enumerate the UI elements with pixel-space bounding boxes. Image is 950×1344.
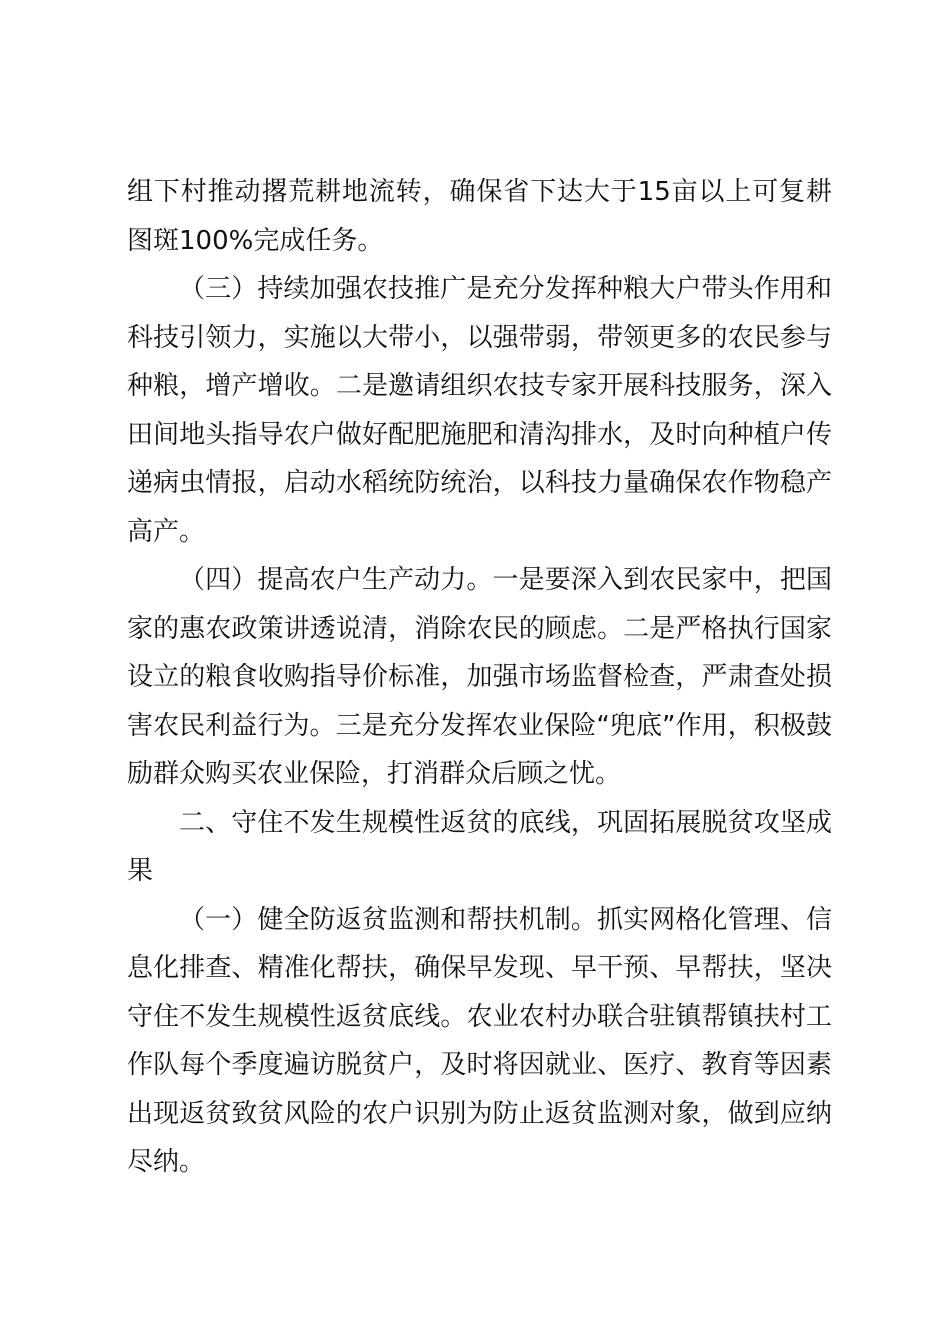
section-heading-2: 二、守住不发生规模性返贫的底线，巩固拓展脱贫攻坚成果 xyxy=(127,807,832,886)
paragraph-subsection-1: （一）健全防返贫监测和帮扶机制。抓实网格化管理、信息化排查、精准化帮扶，确保早发现、早干预、早帮扶，坚决守住不发生规模性返贫底线。农业农村办联合驻镇帮镇扶村工作队每个季度遍访脱贫户，及时将因就业、医疗、教育等因素出现返贫致贫风险的农户识别为防止返贫监测对象，做到应纳尽纳。 xyxy=(127,904,832,1177)
paragraph-continuation: 组下村推动撂荒耕地流转，确保省下达大于15亩以上可复耕图斑100%完成任务。 xyxy=(127,177,832,256)
paragraph-section-4: （四）提高农户生产动力。一是要深入到农民家中，把国家的惠农政策讲透说清，消除农民的顾虑。二是严格执行国家设立的粮食收购指导价标准，加强市场监督检查，严肃查处损害农民利益行为。三是充分发挥农业保险“兜底”作用，积极鼓励群众购买农业保险，打消群众后顾之忧。 xyxy=(127,565,832,789)
document-body xyxy=(127,168,832,1187)
paragraph-section-3: （三）持续加强农技推广是充分发挥种粮大户带头作用和科技引领力，实施以大带小，以强带弱，带领更多的农民参与种粮，增产增收。二是邀请组织农技专家开展科技服务，深入田间地头指导农户做好配肥施肥和清沟排水，及时向种植户传递病虫情报，启动水稻统防统治，以科技力量确保农作物稳产高产。 xyxy=(127,274,832,547)
